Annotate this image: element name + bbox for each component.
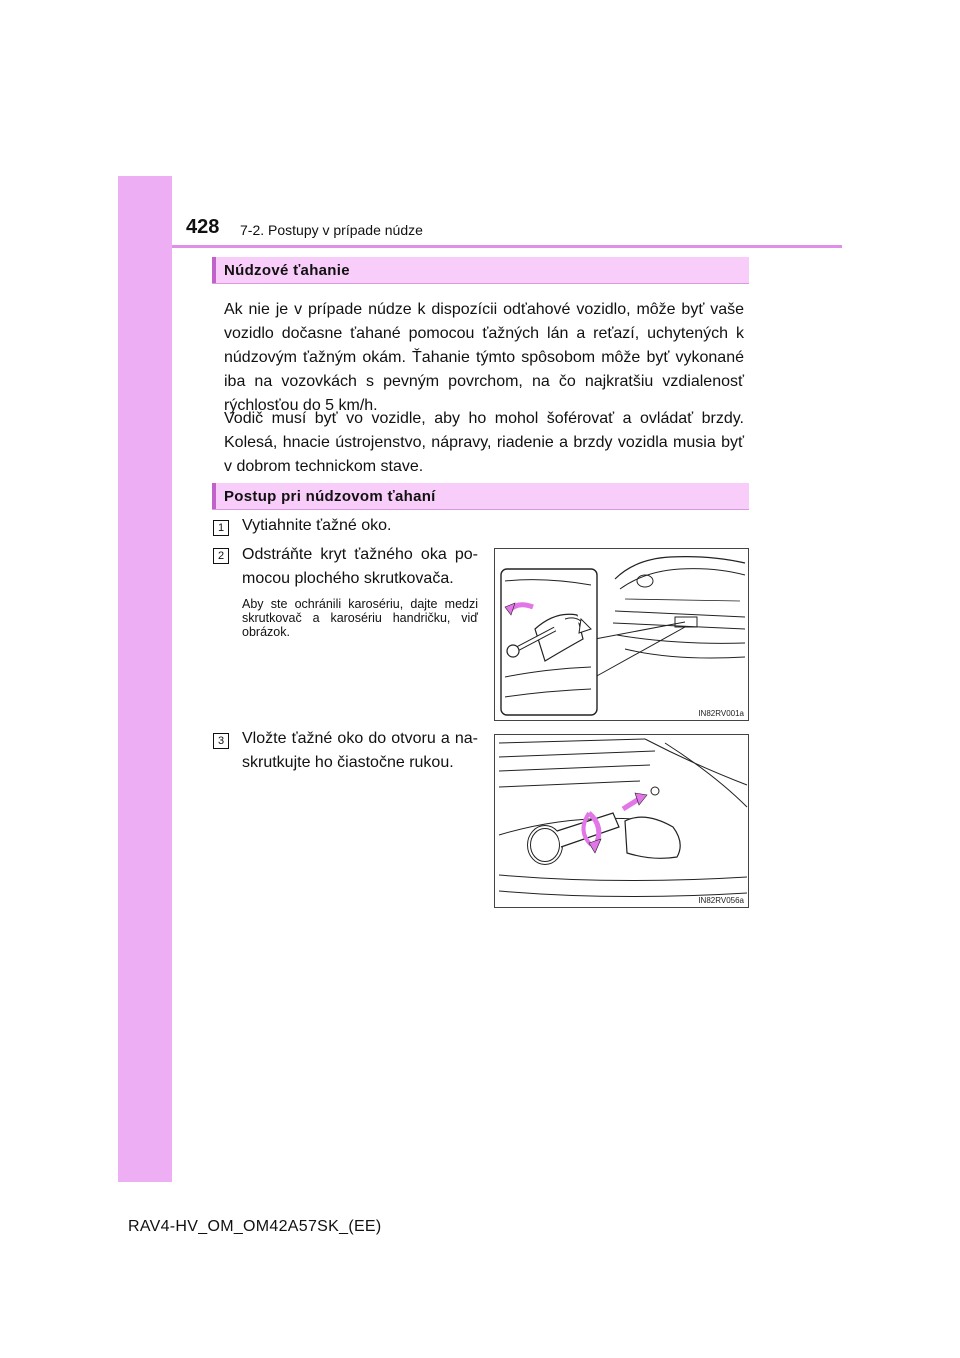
step-text-3: Vložte ťažné oko do otvoru a naskrutkujte ho čiastočne rukou. [242,730,478,771]
step-note-2: Aby ste ochránili karosériu, dajte medzi skrutkovač a karosériu handričku, viď obrázok. [242,597,478,639]
illustration-towing-eye [495,735,748,907]
header-rule [172,245,842,248]
step-number-1: 1 [213,520,229,536]
step-text-2: Odstráňte kryt ťažného oka pomocou plochého skrutkovača. [242,546,478,587]
paragraph-towing-info: Ak nie je v prípade núdze k dispozícii odťahové vozidlo, môže byť vaše vozidlo dočasne ťahané pomocou ťažných lán a reťazí, uchytených k núdzovým ťažným okám. Ťahanie týmto spôsobom môže byť vykonané iba na vozovkách s pevným povrchom, na čo najkratšiu vzdialenosť rýchlosťou do 5 km/h. [224,301,744,414]
figure-insert-eye [494,734,749,908]
step-number-2: 2 [213,548,229,564]
figure-remove-cover [494,548,749,721]
footer-document-code: RAV4-HV_OM_OM42A57SK_(EE) [128,1218,382,1235]
section-title: Postup pri núdzovom ťahaní [224,488,436,505]
section-heading-emergency-towing [212,257,749,284]
section-heading-towing-procedure [212,483,749,510]
step-text-1: Vytiahnite ťažné oko. [242,517,392,534]
heading-accent-bar [212,483,216,509]
step-number-3: 3 [213,733,229,749]
sidebar-tab [118,176,172,1182]
section-title: Núdzové ťahanie [224,262,350,279]
chapter-title: 7-2. Postupy v prípade núdze [240,222,423,238]
figure-code: IN82RV001a [698,709,744,718]
paragraph-driver-info: Vodič musí byť vo vozidle, aby ho mohol šoférovať a ovládať brzdy. Kolesá, hnacie ústrojenstvo, nápravy, riadenie a brzdy vozidla musia byť v dobrom technickom stave. [224,410,744,475]
illustration-screwdriver-cover [495,549,748,720]
figure-code: IN82RV056a [698,896,744,905]
page-number: 428 [186,216,220,238]
heading-accent-bar [212,257,216,283]
